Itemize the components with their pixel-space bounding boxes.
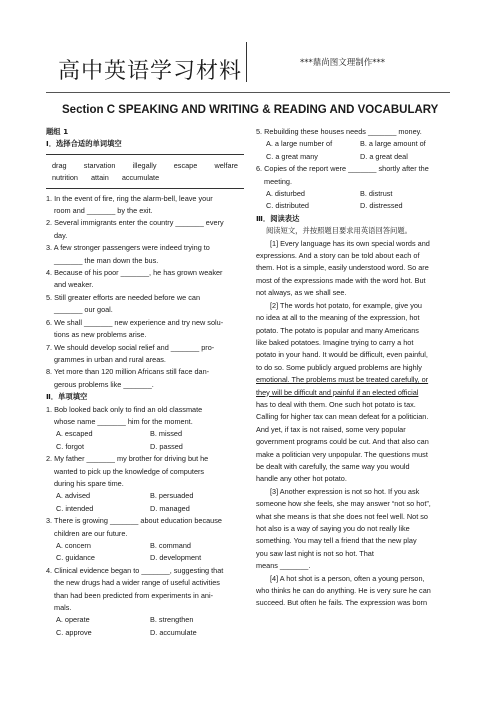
option-b: B. missed: [150, 429, 183, 439]
question-line: day.: [54, 230, 68, 240]
question-line: gerous problems like _______.: [54, 379, 154, 389]
document-title: 高中英语学习材料: [58, 59, 243, 84]
option-c: C. forgot: [56, 441, 84, 451]
question-line: 4. Because of his poor _______, he has grown weaker: [46, 268, 223, 278]
question-line: 6. We shall _______ new experience and try new solu-: [46, 317, 224, 327]
passage-line: has to deal with them. One such hot potato is tax.: [256, 399, 416, 409]
option-d: D. a great deal: [360, 151, 408, 161]
passage-line: [4] A hot shot is a person, often a young person,: [270, 573, 425, 583]
passage-line: no idea at all to the meaning of the expression, hot: [256, 313, 420, 323]
passage-line: like baked potatoes. Imagine trying to carry a hot: [256, 337, 414, 347]
option-b: B. persuaded: [150, 491, 194, 501]
option-d: D. passed: [150, 441, 183, 451]
question-line: meeting.: [264, 176, 292, 186]
option-b: B. command: [150, 541, 191, 550]
passage-line: handle any other hot potato.: [256, 474, 347, 484]
question-line: 2. My father _______ my brother for driving but he: [46, 454, 209, 464]
part2-heading: Ⅱ．单项填空: [46, 392, 88, 402]
choice-question: [256, 163, 452, 188]
option-a: A. a large number of: [266, 139, 333, 149]
passage-line: you saw last night is not so hot. That: [256, 548, 374, 558]
word-bank-item: illegally: [132, 160, 157, 170]
question-line: 3. A few stronger passengers were indeed trying to: [46, 243, 210, 253]
word-bank-item: escape: [173, 160, 198, 170]
word-bank-item: starvation: [83, 160, 116, 170]
question-line: whose name _______ him for the moment.: [54, 416, 193, 426]
question-line: 4. Clinical evidence began to _______, suggesting that: [46, 565, 224, 575]
brand-label: ***鼎尚图文理制作***: [300, 58, 386, 68]
part1-heading: Ⅰ．选择合适的单词填空: [46, 139, 122, 149]
passage-line: potato. The potato is popular and many Americans: [256, 325, 419, 335]
question-line: wanted to pick up the knowledge of computers: [54, 466, 205, 476]
question-line: 5. Rebuilding these houses needs _______ money.: [256, 127, 422, 136]
passage-line: what she means is that she does not feel well. Not so: [256, 511, 428, 521]
option-c: C. approve: [56, 627, 92, 637]
word-bank-row: [52, 160, 238, 172]
question-line: 5. Still greater efforts are needed before we can: [46, 292, 201, 302]
left-column: [46, 126, 244, 639]
options-grid: [46, 614, 244, 639]
option-d: D. distressed: [360, 201, 403, 211]
question-line: 3. There is growing _______ about education because: [46, 516, 222, 526]
option-a: A. operate: [56, 615, 90, 625]
passage-line: [1] Every language has its own special words and: [270, 238, 430, 248]
question-line: during his spare time.: [54, 478, 124, 488]
options-grid: [256, 188, 452, 213]
section-title: Section C SPEAKING AND WRITING & READING AND VOCABULARY: [62, 104, 439, 116]
passage-line: succeed. But often he fails. The expression was born: [256, 598, 428, 608]
question-line: 8. Yet more than 120 million Africans still face dan-: [46, 367, 210, 377]
question-line: _______ our goal.: [54, 305, 113, 315]
option-b: B. a large amount of: [360, 139, 426, 149]
fill-blank-question: [46, 193, 244, 218]
passage-line: most of the expressions made with the word hot. But: [256, 275, 426, 285]
question-line: and weaker.: [54, 280, 94, 290]
part3-heading: Ⅲ．阅读表达: [256, 213, 300, 223]
passage-paragraph-2: [256, 300, 452, 486]
option-b: B. distrust: [360, 189, 393, 199]
choice-question: [256, 126, 452, 138]
choice-question: [46, 565, 244, 615]
options-grid: [46, 490, 244, 515]
options-grid: [256, 138, 452, 163]
passage-line: [3] Another expression is not so hot. If you ask: [270, 486, 420, 496]
question-line: grammes in urban and rural areas.: [54, 354, 166, 364]
fill-blank-question: [46, 242, 244, 267]
option-c: C. a great many: [266, 151, 318, 161]
question-line: _______ the man down the bus.: [54, 255, 159, 265]
underlined-passage-line: they will be difficult and painful if an elected official: [256, 387, 419, 397]
question-line: 1. Bob looked back only to find an old classmate: [46, 404, 203, 414]
passage-line: potato in your hand. It would be difficult, even painful,: [256, 350, 428, 360]
option-d: D. accumulate: [150, 627, 197, 637]
choice-question: [46, 515, 244, 540]
right-column: [256, 126, 452, 610]
passage-paragraph-1: [256, 238, 452, 300]
option-d: D. managed: [150, 503, 190, 513]
passage-line: government programs could be cut. And that also can: [256, 437, 429, 447]
question-line: the new drugs had a wider range of useful activities: [54, 578, 220, 588]
passage-paragraph-3: [256, 486, 452, 573]
choice-question: [46, 453, 244, 490]
passage-line: expressions. And a story can be told about each of: [256, 251, 420, 261]
options-grid: [46, 428, 244, 453]
passage-line: Calling for higher tax can mean defeat for a politician.: [256, 412, 429, 422]
option-c: C. intended: [56, 503, 94, 513]
word-bank-item: welfare: [214, 160, 238, 170]
header-rule: [46, 92, 450, 93]
passage-line: And yet, if tax is not raised, some very popular: [256, 424, 406, 434]
options-grid: [46, 540, 244, 565]
question-line: room and _______ by the exit.: [54, 206, 153, 216]
option-a: A. concern: [56, 541, 91, 550]
option-b: B. strengthen: [150, 615, 194, 625]
passage-line: be dealt with carefully, the same way you would: [256, 461, 410, 471]
question-line: 2. Several immigrants enter the country _______ every: [46, 218, 224, 228]
option-a: A. disturbed: [266, 189, 305, 199]
word-bank-item: accumulate: [121, 173, 160, 183]
question-line: children are our future.: [54, 528, 128, 538]
choice-question: [46, 404, 244, 429]
header-divider: [246, 42, 247, 82]
passage-line: [2] The words hot potato, for example, give you: [270, 300, 422, 310]
passage-line: means _______.: [256, 561, 311, 571]
option-c: C. distributed: [266, 201, 309, 211]
passage-line: something. You may tell a friend that the new play: [256, 536, 417, 546]
question-line: mals.: [54, 603, 72, 613]
word-bank-item: drag: [52, 160, 67, 170]
question-line: 6. Copies of the report were _______ shortly after the: [256, 164, 429, 174]
passage-line: make a politician very unpopular. The questions must: [256, 449, 428, 459]
question-line: 7. We should develop social relief and _______ pro-: [46, 342, 215, 352]
fill-blank-question: [46, 292, 244, 317]
underlined-passage-line: emotional. The problems must be treated carefully, or: [256, 375, 429, 385]
passage-line: who thinks he can do anything. He is very sure he can: [256, 586, 431, 596]
fill-blank-question: [46, 317, 244, 342]
question-line: tions as new problems arise.: [54, 330, 147, 340]
passage-paragraph-4: [256, 573, 452, 610]
word-bank: [46, 154, 244, 189]
option-d: D. development: [150, 553, 202, 563]
passage-line: hot also is a way of saying you do not really like: [256, 524, 410, 533]
option-a: A. advised: [56, 491, 91, 501]
fill-blank-question: [46, 366, 244, 391]
option-a: A. escaped: [56, 429, 93, 439]
passage-line: not always, as we shall see.: [256, 288, 347, 298]
word-bank-item: attain: [90, 173, 109, 183]
reading-instruction: 阅读短文，并按照题目要求用英语回答问题。: [266, 226, 412, 236]
option-c: C. guidance: [56, 553, 95, 563]
word-bank-item: nutrition: [52, 173, 78, 183]
fill-blank-question: [46, 342, 244, 367]
word-bank-row: [52, 172, 238, 184]
group-label: 题组 1: [46, 127, 69, 136]
passage-line: someone how she feels, she may answer “not so hot”,: [256, 499, 431, 509]
passage-line: to do so. Some publicly argued problems are highly: [256, 362, 422, 372]
fill-blank-question: [46, 267, 244, 292]
fill-blank-question: [46, 217, 244, 242]
question-line: 1. In the event of fire, ring the alarm-bell, leave your: [46, 193, 213, 203]
passage-line: them. Hot is a simple, easily understood word. So are: [256, 263, 429, 273]
question-line: than had been predicted from experiments in ani-: [54, 590, 214, 600]
